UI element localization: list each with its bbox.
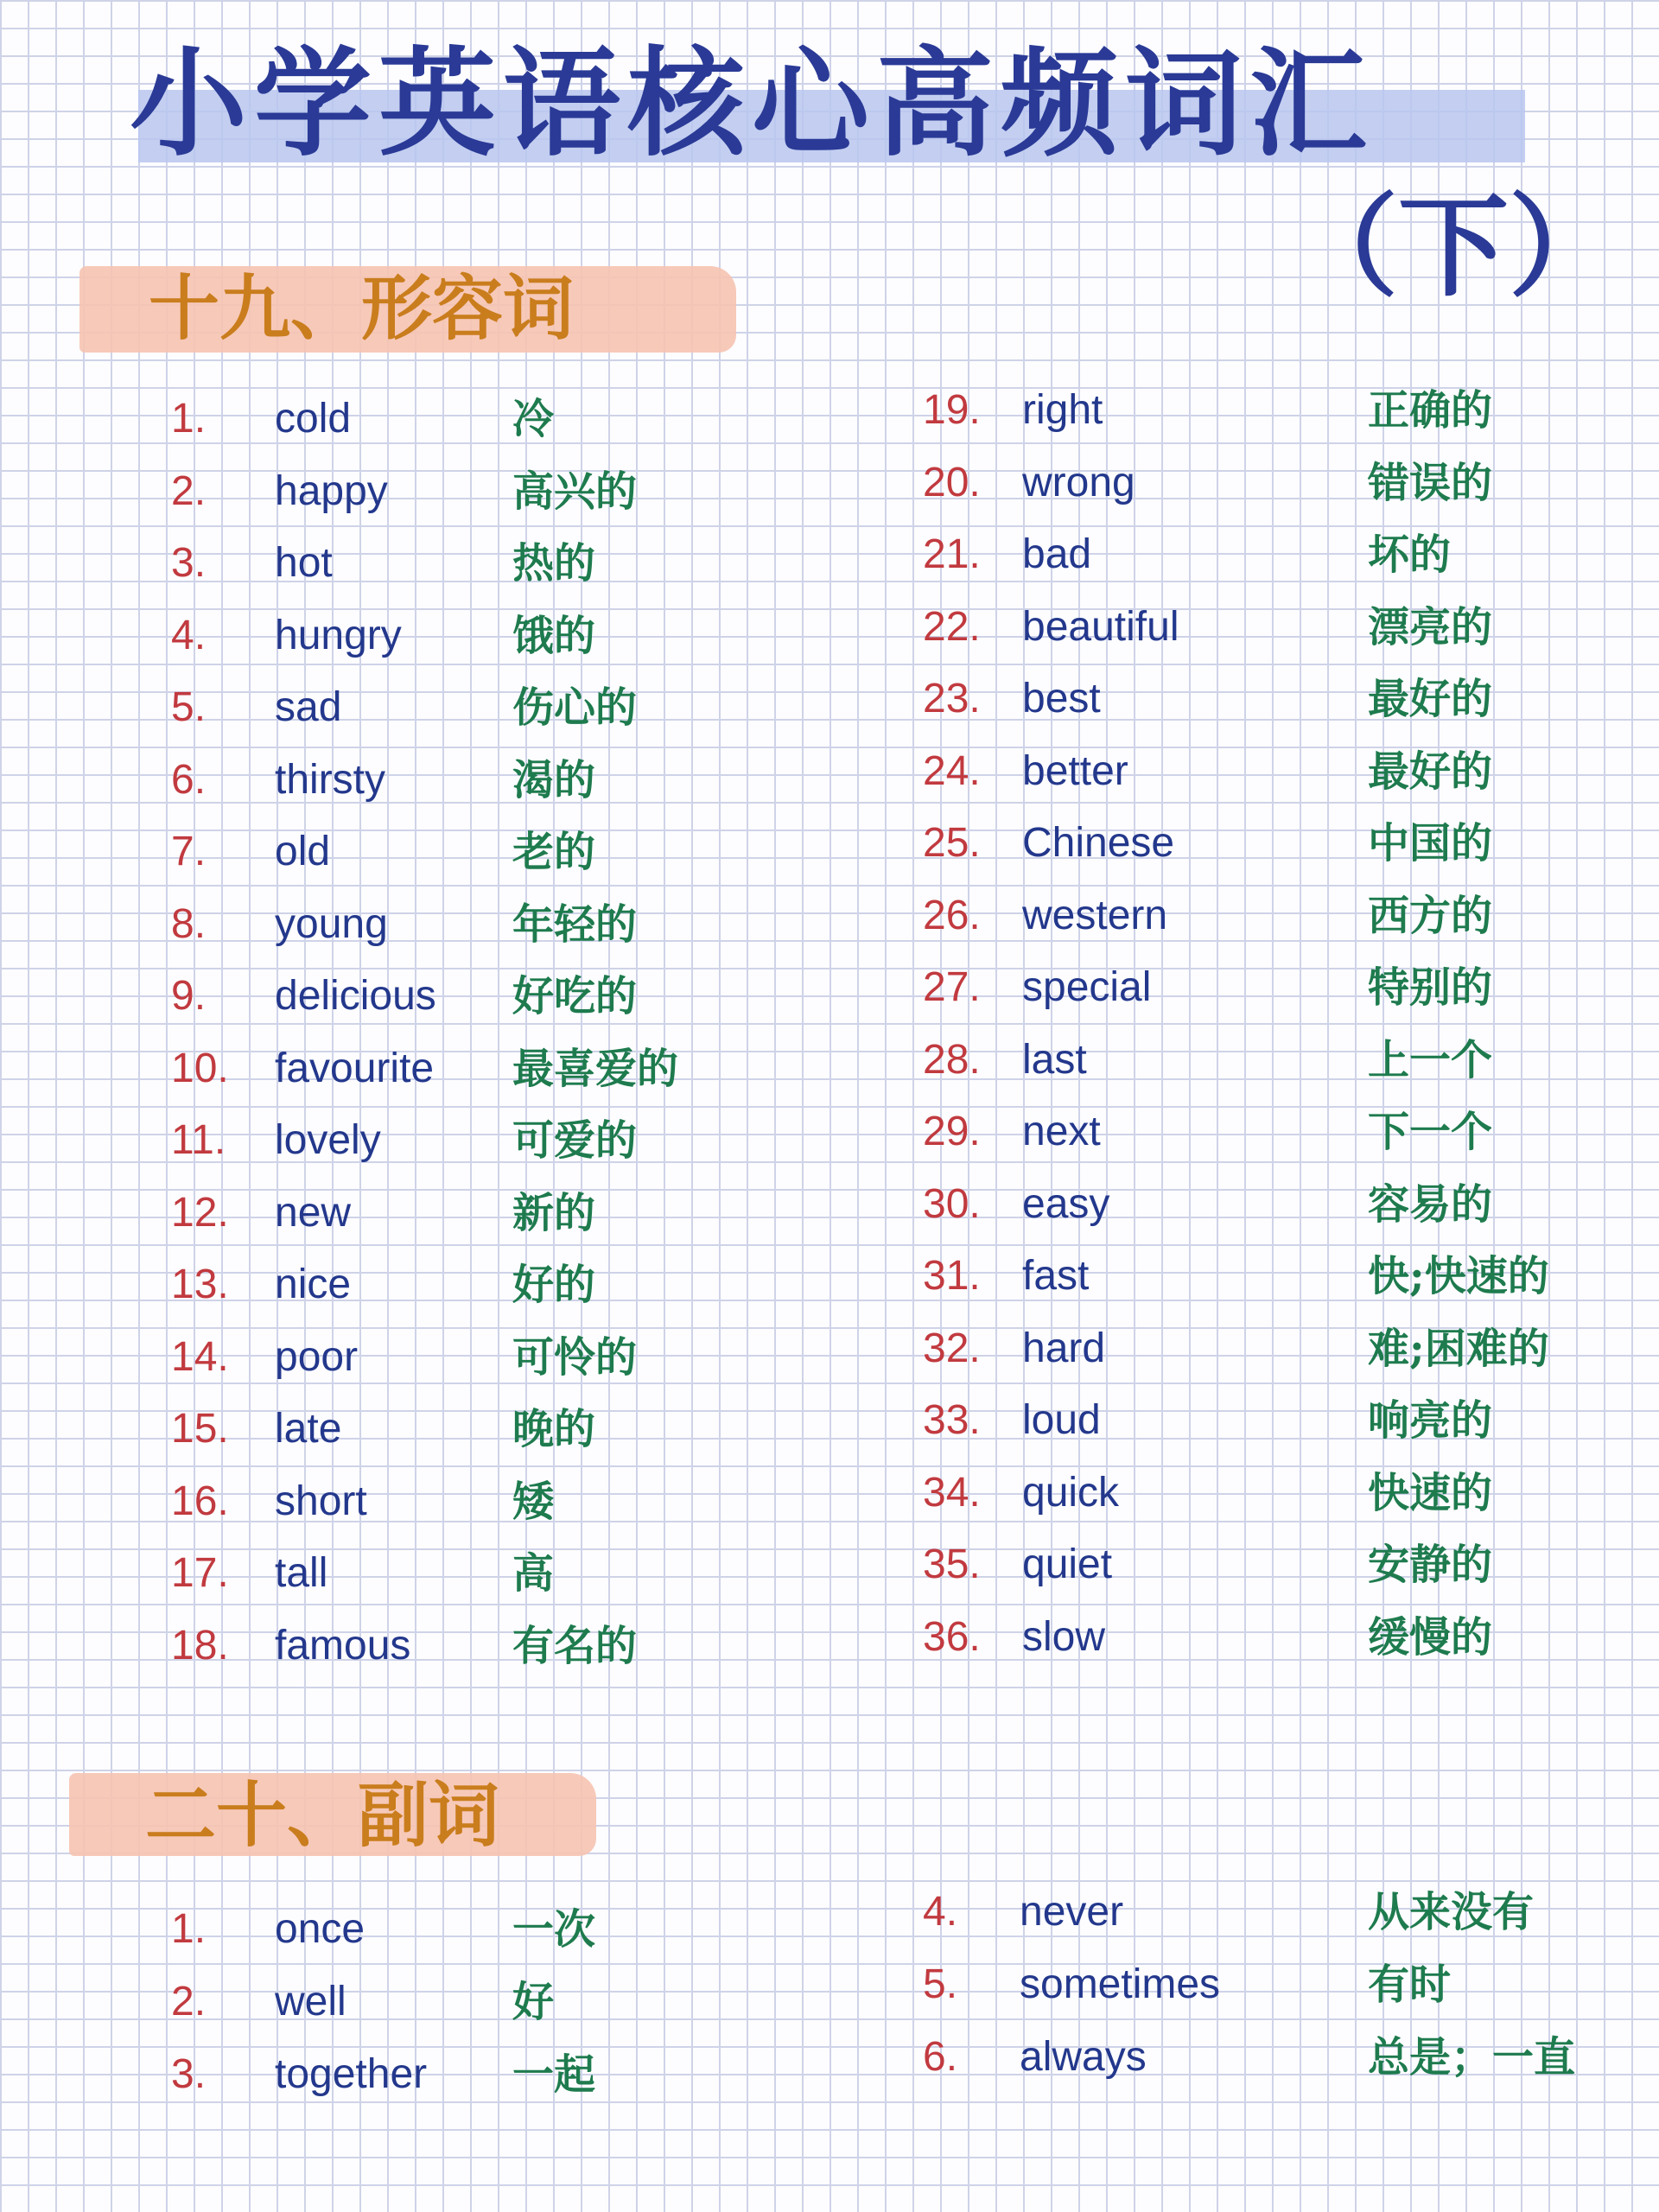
vocab-english: always xyxy=(1020,2034,1147,2080)
vocab-chinese: 一次 xyxy=(512,1905,596,1954)
vocab-chinese: 一起 xyxy=(512,2050,596,2099)
vocab-chinese: 中国的 xyxy=(1368,819,1493,868)
vocab-chinese: 好 xyxy=(512,1978,555,2026)
vocab-chinese: 错误的 xyxy=(1368,458,1493,507)
vocab-english: famous xyxy=(275,1622,411,1669)
vocab-number: 24. xyxy=(923,747,981,794)
vocab-number: 7. xyxy=(171,829,207,874)
vocab-english: bad xyxy=(1022,531,1092,577)
vocab-english: happy xyxy=(275,467,388,514)
vocab-number: 16. xyxy=(171,1478,229,1524)
vocab-number: 25. xyxy=(923,820,981,866)
vocab-number: 17. xyxy=(171,1550,229,1596)
vocab-number: 15. xyxy=(171,1406,229,1452)
vocab-chinese: 上一个 xyxy=(1368,1035,1493,1084)
vocab-english: sometimes xyxy=(1020,1961,1221,2007)
vocab-chinese: 正确的 xyxy=(1368,386,1493,435)
vocab-english: wrong xyxy=(1022,459,1135,505)
vocab-chinese: 特别的 xyxy=(1368,963,1493,1012)
vocab-number: 26. xyxy=(923,892,981,938)
vocab-chinese: 漂亮的 xyxy=(1368,602,1493,652)
vocab-number: 32. xyxy=(923,1325,981,1371)
vocab-english: last xyxy=(1022,1036,1087,1083)
vocab-number: 14. xyxy=(171,1333,229,1380)
vocab-number: 1. xyxy=(171,1906,207,1952)
vocab-number: 23. xyxy=(923,676,981,721)
vocab-number: 5. xyxy=(923,1961,958,2007)
vocab-chinese: 西方的 xyxy=(1368,891,1493,940)
vocab-english: once xyxy=(275,1906,365,1952)
vocab-english: better xyxy=(1022,747,1128,794)
vocab-english: sad xyxy=(275,684,342,730)
vocab-chinese: 冷 xyxy=(512,395,555,443)
vocab-number: 4. xyxy=(171,612,207,658)
vocab-number: 19. xyxy=(923,387,981,433)
vocab-number: 28. xyxy=(923,1036,981,1083)
vocab-english: Chinese xyxy=(1022,820,1175,866)
vocab-english: cold xyxy=(275,396,352,442)
vocab-chinese: 响亮的 xyxy=(1368,1396,1493,1445)
vocab-chinese: 快速的 xyxy=(1368,1468,1493,1517)
vocab-number: 4. xyxy=(923,1889,958,1935)
vocab-chinese: 总是；一直 xyxy=(1368,2033,1576,2082)
vocab-chinese: 年轻的 xyxy=(512,899,638,949)
vocab-english: delicious xyxy=(275,973,436,1019)
vocab-english: thirsty xyxy=(275,756,386,803)
vocab-english: quick xyxy=(1022,1469,1120,1516)
vocab-english: young xyxy=(275,900,388,947)
vocab-chinese: 容易的 xyxy=(1368,1179,1493,1229)
vocab-english: fast xyxy=(1022,1253,1090,1299)
vocab-number: 21. xyxy=(923,531,981,577)
vocab-number: 10. xyxy=(171,1045,229,1091)
vocab-chinese: 下一个 xyxy=(1368,1108,1493,1156)
vocab-english: hot xyxy=(275,540,333,586)
vocab-number: 11. xyxy=(171,1117,226,1163)
vocab-chinese: 可爱的 xyxy=(512,1116,638,1165)
vocab-english: old xyxy=(275,829,331,874)
vocab-english: best xyxy=(1022,676,1101,721)
vocab-english: loud xyxy=(1022,1397,1101,1443)
vocab-number: 8. xyxy=(171,900,207,947)
vocab-english: quiet xyxy=(1022,1541,1113,1587)
vocab-number: 2. xyxy=(171,467,207,514)
vocab-chinese: 难;困难的 xyxy=(1368,1324,1549,1373)
vocab-english: tall xyxy=(275,1550,328,1596)
vocab-chinese: 最好的 xyxy=(1368,675,1493,723)
vocab-number: 3. xyxy=(171,540,207,586)
vocab-chinese: 新的 xyxy=(512,1188,596,1237)
vocab-english: easy xyxy=(1022,1180,1110,1227)
vocab-chinese: 坏的 xyxy=(1368,531,1452,579)
vocab-english: special xyxy=(1022,964,1152,1010)
vocab-english: right xyxy=(1022,387,1103,433)
vocab-number: 22. xyxy=(923,603,981,650)
vocab-english: slow xyxy=(1022,1613,1106,1660)
vocab-number: 31. xyxy=(923,1253,981,1299)
vocab-chinese: 缓慢的 xyxy=(1368,1612,1493,1662)
vocab-chinese: 伤心的 xyxy=(512,683,638,732)
vocab-number: 34. xyxy=(923,1469,981,1516)
vocab-english: beautiful xyxy=(1022,603,1179,650)
vocab-english: new xyxy=(275,1189,352,1236)
vocab-chinese: 有时 xyxy=(1368,1961,1452,2009)
vocab-english: hungry xyxy=(275,612,402,658)
section-heading-adjectives: 十九、形容词 xyxy=(149,267,575,350)
vocab-number: 20. xyxy=(923,459,981,505)
vocab-chinese: 可怜的 xyxy=(512,1332,638,1382)
vocab-chinese: 高兴的 xyxy=(512,467,638,516)
vocab-english: western xyxy=(1022,892,1168,938)
vocab-number: 9. xyxy=(171,973,207,1019)
vocab-english: nice xyxy=(275,1262,352,1307)
vocab-number: 12. xyxy=(171,1189,229,1236)
vocab-english: next xyxy=(1022,1109,1101,1154)
vocab-english: late xyxy=(275,1406,342,1452)
vocab-chinese: 晚的 xyxy=(512,1405,596,1453)
vocab-number: 29. xyxy=(923,1109,981,1154)
vocab-number: 36. xyxy=(923,1613,981,1660)
vocab-english: short xyxy=(275,1478,367,1524)
vocab-chinese: 最喜爱的 xyxy=(512,1044,679,1093)
vocab-chinese: 渴的 xyxy=(512,755,596,804)
vocab-number: 27. xyxy=(923,964,981,1010)
vocab-chinese: 安静的 xyxy=(1368,1541,1493,1589)
vocab-chinese: 快;快速的 xyxy=(1368,1252,1549,1300)
vocab-number: 3. xyxy=(171,2051,207,2097)
vocab-english: hard xyxy=(1022,1325,1106,1371)
page-subtitle: （下） xyxy=(1287,183,1620,312)
vocab-number: 18. xyxy=(171,1622,229,1669)
vocab-number: 1. xyxy=(171,396,207,442)
vocab-chinese: 矮 xyxy=(512,1477,555,1526)
vocab-english: together xyxy=(275,2051,428,2097)
vocab-number: 13. xyxy=(171,1262,229,1307)
vocab-number: 6. xyxy=(171,756,207,803)
vocab-number: 33. xyxy=(923,1397,981,1443)
vocab-chinese: 热的 xyxy=(512,539,596,588)
vocab-chinese: 饿的 xyxy=(512,611,596,660)
vocab-english: never xyxy=(1020,1889,1124,1935)
vocab-english: well xyxy=(275,1979,346,2024)
vocab-chinese: 老的 xyxy=(512,828,596,876)
vocab-number: 6. xyxy=(923,2034,958,2080)
vocab-chinese: 最好的 xyxy=(1368,747,1493,796)
vocab-chinese: 好吃的 xyxy=(512,972,638,1020)
vocab-chinese: 从来没有 xyxy=(1368,1888,1535,1936)
vocab-number: 5. xyxy=(171,684,207,730)
page-title: 小学英语核心高频词汇 xyxy=(130,36,1374,173)
vocab-chinese: 有名的 xyxy=(512,1621,638,1670)
vocab-english: favourite xyxy=(275,1045,435,1091)
vocab-number: 2. xyxy=(171,1979,207,2024)
vocab-english: lovely xyxy=(275,1117,381,1163)
vocab-english: poor xyxy=(275,1333,359,1380)
vocab-chinese: 好的 xyxy=(512,1261,596,1309)
vocab-number: 30. xyxy=(923,1180,981,1227)
vocab-number: 35. xyxy=(923,1541,981,1587)
section-heading-adverbs: 二十、副词 xyxy=(145,1774,500,1857)
vocab-chinese: 高 xyxy=(512,1549,555,1598)
